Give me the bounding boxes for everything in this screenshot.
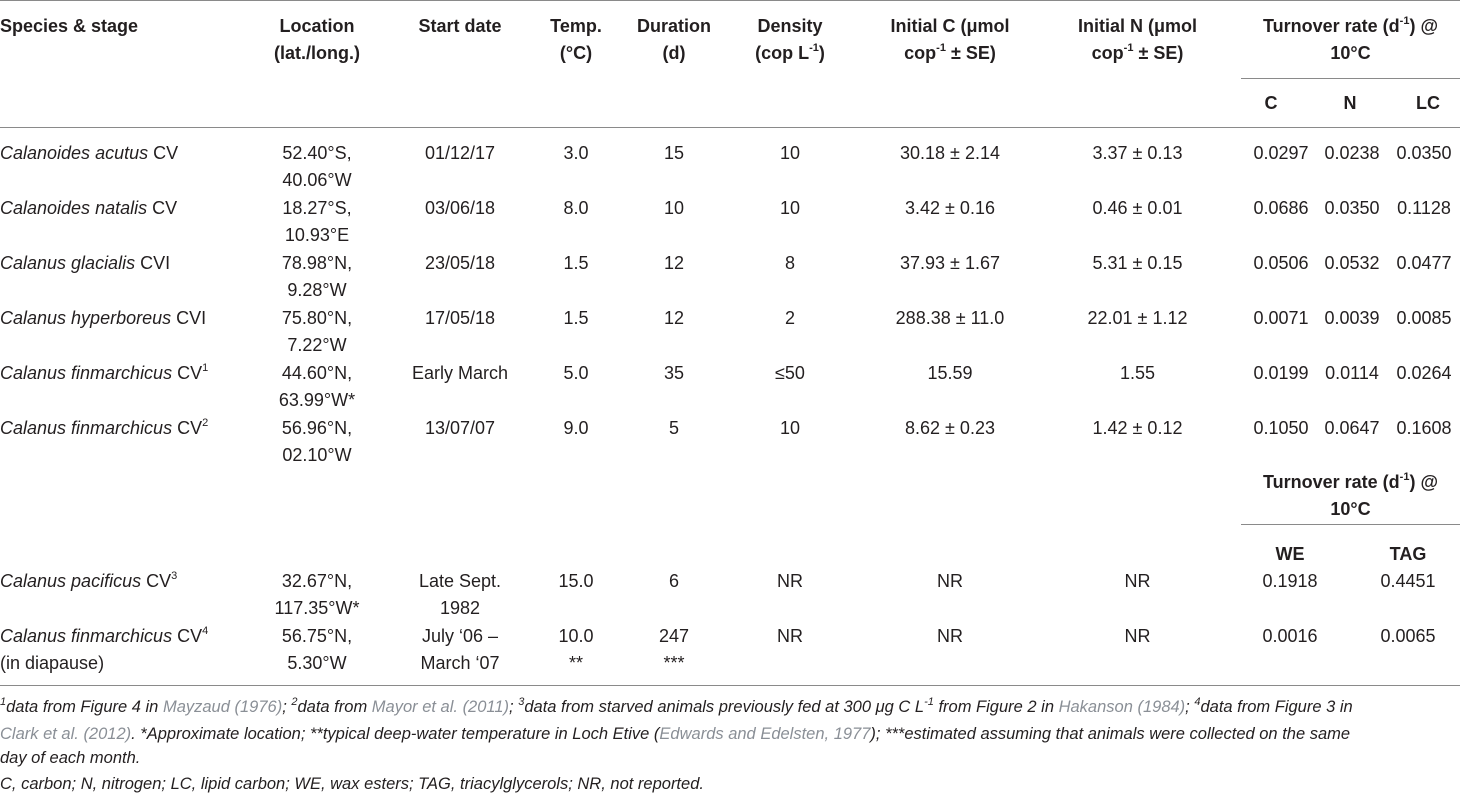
location-cell: 75.80°N, 7.22°W (281, 308, 353, 355)
initial-n-cell: NR (1124, 571, 1151, 591)
species-cell: Calanus pacificus $CV^3$ (0, 570, 178, 591)
ref-link[interactable]: Mayzaud (1976) (162, 698, 283, 716)
rate-c-cell: 0.0071 (1253, 308, 1309, 328)
initial-c-cell: 30.18 ± 2.14 (900, 143, 1000, 163)
temp-cell: 9.0 (563, 418, 589, 438)
rate-tag-cell: 0.0065 (1380, 626, 1436, 646)
ref-link[interactable]: Mayor et al. (2011) (371, 698, 510, 716)
ref-link[interactable]: Hakanson (1984) (1058, 698, 1186, 716)
start-date-cell: Late Sept. 1982 (418, 571, 502, 618)
density-cell: ≤50 (775, 363, 805, 383)
rate-we-cell: 0.1918 (1262, 571, 1318, 591)
start-date-cell: 23/05/18 (424, 253, 496, 273)
duration-cell: 10 (663, 198, 685, 218)
rate-lc-cell: 0.0350 (1396, 143, 1452, 163)
species-cell: Calanus glacialis CVI (0, 253, 171, 273)
density-cell: 10 (779, 418, 801, 438)
location-cell: 18.27°S, 10.93°E (282, 198, 352, 245)
header-initial-c: Initial C (μmol cop$^{-1}$ ± SE) (890, 16, 1010, 63)
header-location: Location (lat./long.) (274, 16, 360, 63)
footnote-line-2: Clark et al. (2012). *Approximate location; **typical deep-water temperature in Loch Etive (Edwards and Edelsten, 1977); ***estimated assuming that animals were collected on the same (0, 725, 1351, 743)
species-cell: Calanoides acutus CV (0, 143, 179, 163)
footnote-line-1: $^1$data from Figure 4 in Mayzaud (1976); $^2$data from Mayor et al. (2011); $^3$data from starved animals previously fed at 300 μg C $L^{-1}$ from Figure 2 in Hakanson (1984); $^4$data from Figure 3 in (0, 695, 1353, 716)
rate-n-cell: 0.0647 (1324, 418, 1380, 438)
temp-cell: 1.5 (563, 308, 589, 328)
start-date-cell: Early March (411, 363, 509, 383)
initial-c-cell: NR (937, 571, 963, 591)
ref-link[interactable]: Edwards and Edelsten, 1977 (659, 725, 871, 743)
initial-c-cell: 3.42 ± 0.16 (905, 198, 995, 218)
location-cell: 56.96°N, 02.10°W (281, 418, 353, 465)
start-date-cell: 17/05/18 (424, 308, 496, 328)
start-date-cell: 01/12/17 (424, 143, 496, 163)
initial-c-cell: 37.93 ± 1.67 (900, 253, 1000, 273)
header-initial-n: Initial N (μmol cop$^{-1}$ ± SE) (1077, 16, 1197, 63)
initial-n-cell: 3.37 ± 0.13 (1092, 143, 1183, 163)
location-cell: 44.60°N, 63.99°W* (278, 363, 356, 410)
initial-c-cell: 288.38 ± 11.0 (895, 308, 1005, 328)
duration-cell: 12 (663, 253, 685, 273)
turnover-rule (1241, 78, 1460, 79)
initial-c-cell: 15.59 (927, 363, 973, 383)
header-sub-lc: LC (1416, 93, 1440, 113)
start-date-cell: 03/06/18 (424, 198, 496, 218)
rate-n-cell: 0.0350 (1324, 198, 1380, 218)
rate-we-cell: 0.0016 (1262, 626, 1318, 646)
species-cell: Calanus finmarchicus $CV^4$ (in diapause) (0, 625, 209, 673)
duration-cell: 6 (668, 571, 679, 591)
rate-c-cell: 0.1050 (1253, 418, 1309, 438)
rate-c-cell: 0.0297 (1253, 143, 1309, 163)
temp-cell: 8.0 (563, 198, 589, 218)
location-cell: 56.75°N, 5.30°W (281, 626, 353, 673)
species-cell: Calanus finmarchicus $CV^2$ (0, 417, 209, 438)
initial-n-cell: 22.01 ± 1.12 (1087, 308, 1188, 328)
species-cell: Calanus hyperboreus CVI (0, 308, 207, 328)
rate-lc-cell: 0.0477 (1396, 253, 1452, 273)
temp-cell: 3.0 (563, 143, 589, 163)
header-start-date: Start date (418, 16, 502, 36)
start-date-cell: 13/07/07 (424, 418, 496, 438)
temp-cell: 10.0 ** (558, 626, 594, 673)
rate-lc-cell: 0.1608 (1396, 418, 1452, 438)
initial-n-cell: 1.55 (1119, 363, 1156, 383)
header-sub-tag: TAG (1389, 544, 1427, 564)
rate-c-cell: 0.0506 (1253, 253, 1309, 273)
initial-n-cell: NR (1124, 626, 1151, 646)
turnover-rule-2 (1241, 524, 1460, 525)
species-cell: Calanoides natalis CV (0, 198, 178, 218)
header-density: Density (cop $L^{-1}$) (755, 16, 825, 63)
table-bottom-rule (0, 685, 1460, 686)
duration-cell: 5 (668, 418, 679, 438)
species-cell: Calanus finmarchicus $CV^1$ (0, 362, 209, 383)
density-cell: 8 (784, 253, 795, 273)
density-cell: 10 (779, 198, 801, 218)
header-sub-c: C (1264, 93, 1278, 113)
rate-n-cell: 0.0532 (1324, 253, 1380, 273)
density-cell: NR (777, 571, 803, 591)
temp-cell: 1.5 (563, 253, 589, 273)
initial-n-cell: 5.31 ± 0.15 (1092, 253, 1183, 273)
header-turnover-2: Turnover rate $(d^{-1})$ @ 10°C (1262, 471, 1438, 519)
initial-n-cell: 1.42 ± 0.12 (1092, 418, 1183, 438)
location-cell: 32.67°N, 117.35°W* (274, 571, 360, 618)
rate-lc-cell: 0.0264 (1396, 363, 1452, 383)
location-cell: 52.40°S, 40.06°W (282, 143, 352, 190)
header-sub-we: WE (1275, 544, 1305, 564)
initial-c-cell: 8.62 ± 0.23 (905, 418, 995, 438)
density-cell: 10 (779, 143, 801, 163)
density-cell: 2 (784, 308, 795, 328)
header-bottom-rule (0, 127, 1460, 128)
header-turnover: Turnover rate $(d^{-1})$ @ 10°C (1262, 15, 1438, 63)
top-rule (0, 0, 1460, 1)
rate-tag-cell: 0.4451 (1380, 571, 1436, 591)
header-temp: Temp. (°C) (550, 16, 602, 63)
rate-c-cell: 0.0686 (1253, 198, 1309, 218)
initial-c-cell: NR (937, 626, 963, 646)
rate-lc-cell: 0.1128 (1397, 198, 1451, 218)
header-sub-n: N (1343, 93, 1357, 113)
rate-n-cell: 0.0238 (1324, 143, 1380, 163)
duration-cell: 247 *** (658, 626, 690, 673)
header-species: Species & stage (0, 16, 139, 36)
initial-n-cell: 0.46 ± 0.01 (1092, 198, 1183, 218)
location-cell: 78.98°N, 9.28°W (281, 253, 353, 300)
rate-lc-cell: 0.0085 (1396, 308, 1452, 328)
footnote-line-3: day of each month. (0, 749, 141, 767)
density-cell: NR (777, 626, 803, 646)
temp-cell: 5.0 (563, 363, 589, 383)
rate-c-cell: 0.0199 (1253, 363, 1309, 383)
start-date-cell: July ‘06 – March ‘07 (420, 626, 500, 673)
temp-cell: 15.0 (558, 571, 594, 591)
rate-n-cell: 0.0039 (1324, 308, 1380, 328)
duration-cell: 35 (663, 363, 685, 383)
duration-cell: 15 (663, 143, 685, 163)
header-duration: Duration (d) (637, 16, 711, 63)
footnote-abbreviations: C, carbon; N, nitrogen; LC, lipid carbon; WE, wax esters; TAG, triacylglycerols; NR, not reported. (0, 775, 704, 793)
duration-cell: 12 (663, 308, 685, 328)
rate-n-cell: 0.0114 (1325, 363, 1379, 383)
ref-link[interactable]: Clark et al. (2012) (0, 725, 132, 743)
